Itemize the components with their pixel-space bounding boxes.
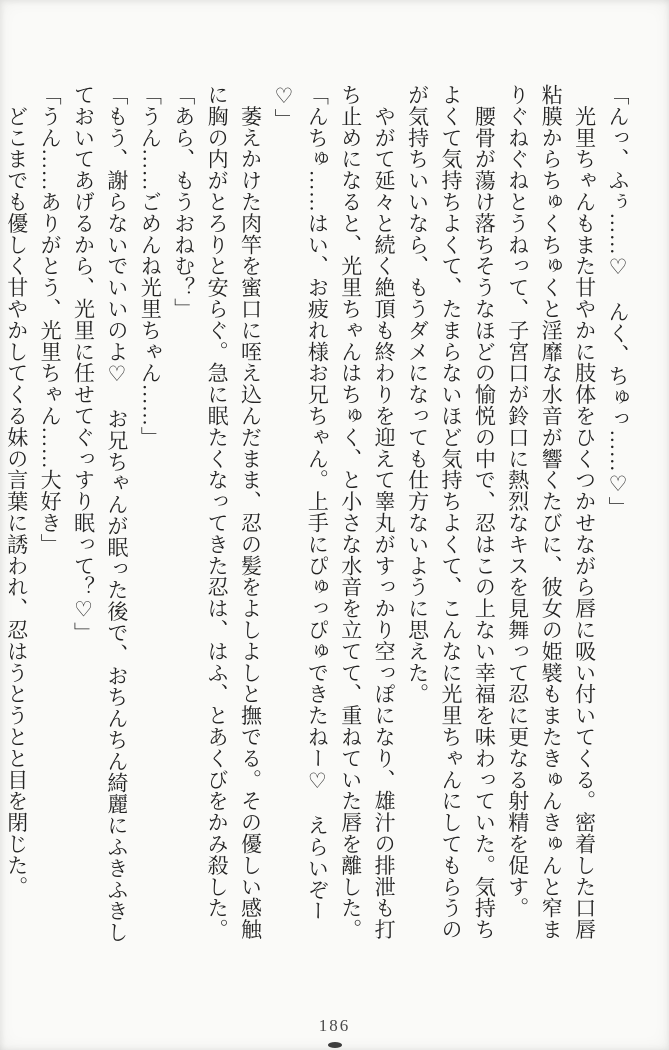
page-body-text: 「んっ、ふぅ……♡ んく、ちゅっ……♡」 光里ちゃんもまた甘やかに肢体をひくつかせながら唇に吸い付いてくる。密着した口唇 粘膜からちゅくちゅくと淫靡な水音が響くたびに、彼女の姫襞もまたきゅんきゅんと窄ま りぐねぐねとうねって、子宮口が鈴口に熱烈なキスを見舞って忍に更なる射精を促す。 腰骨が蕩け落ちそうなほどの愉悦の中で、忍はこの上ない幸福を味わっていた。気持ち よくて気持ちよくて、たまらないほど気持ちよくて、こんなに光里ちゃんにしてもらうの が気持ちいいなら、もうダメになっても仕方ないように思えた。 やがて延々と続く絶頂も終わりを迎えて睾丸がすっかり空っぽになり、雄汁の排泄も打 ち止めになると、光里ちゃんはちゅく、と小さな水音を立てて、重ねていた唇を離した。 「んちゅ……はい、お疲れ様お兄ちゃん。上手にぴゅっぴゅできたねー♡ えらいぞー♡」 萎えかけた肉竿を蜜口に咥え込んだまま、忍の髪をよしよしと撫でる。その優しい感触 に胸の内がとろりと安らぐ。急に眠たくなってきた忍は、はふ、とあくびをかみ殺した。 「あら、もうおねむ？」 「うん……ごめんね光里ちゃん……」 「もう、謝らないでいいのよ♡ お兄ちゃんが眠った後で、おちんちん綺麗にふきふきし ておいてあげるから、光里に任せてぐっすり眠って？♡」 「うん……ありがとう、光里ちゃん……大好き」 どこまでも優しく甘やかしてくる妹の言葉に誘われ、忍はうとうとと目を閉じた。 [4, 84, 630, 943]
page-number: 186 [318, 1016, 351, 1035]
ink-smudge [328, 1042, 342, 1048]
